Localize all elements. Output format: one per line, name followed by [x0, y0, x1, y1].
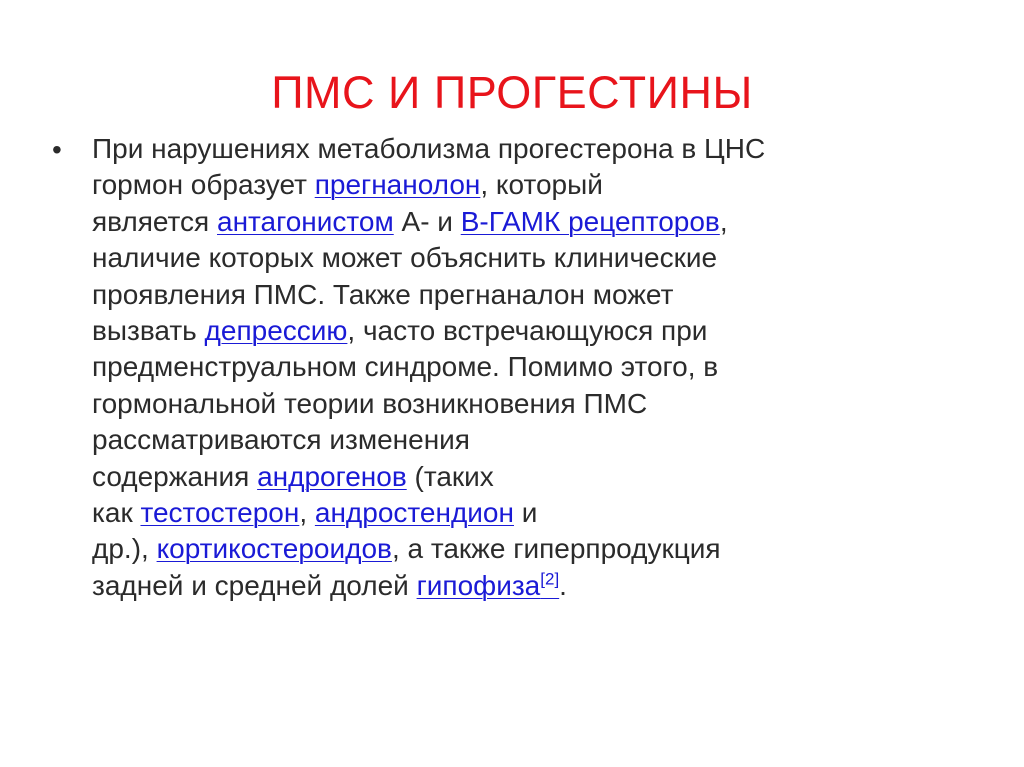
text-line [92, 204, 952, 240]
text-segment: . [559, 569, 567, 601]
term-link[interactable] [140, 497, 299, 528]
term-link[interactable] [315, 169, 481, 200]
text-segment: гормональной теории возникновения ПМС [92, 387, 648, 419]
text-line [92, 422, 952, 458]
link-text: депрессию [204, 315, 348, 347]
text-line [92, 459, 952, 495]
text-segment: гормон образует [92, 169, 315, 201]
text-line [92, 386, 952, 422]
link-text: гипофиза [416, 569, 541, 601]
text-line [92, 131, 952, 167]
text-segment: задней и средней долей [92, 569, 417, 601]
text-segment: , [299, 497, 315, 529]
term-link[interactable] [315, 497, 514, 528]
slide-title: ПМС И ПРОГЕСТИНЫ [271, 67, 753, 118]
text-segment: (таких [406, 460, 494, 492]
text-line [92, 531, 952, 567]
text-segment: как [92, 497, 141, 529]
link-text: кортикостероидов [156, 533, 392, 565]
text-line [92, 568, 952, 604]
text-line [92, 495, 952, 531]
text-segment: , который [480, 169, 603, 201]
link-text: андростендион [314, 497, 514, 529]
text-line [92, 277, 952, 313]
text-segment: , часто встречающуюся при [347, 315, 708, 347]
text-line [92, 313, 952, 349]
term-link[interactable] [461, 206, 720, 237]
text-segment: содержания [92, 460, 258, 492]
term-link[interactable] [157, 533, 392, 564]
text-segment: , [719, 205, 728, 237]
link-text: антагонистом [217, 205, 394, 237]
text-segment: предменструальном синдроме. Помимо этого, в [92, 351, 719, 383]
link-text: андрогенов [257, 460, 407, 492]
text-segment: и [513, 497, 538, 529]
bullet-text [92, 131, 952, 604]
link-text: В-ГАМК рецепторов [460, 205, 720, 237]
text-segment: При нарушениях метаболизма прогестерона в ЦНС [92, 133, 766, 164]
link-text: прегнанолон [314, 169, 481, 201]
term-link[interactable] [417, 570, 560, 601]
text-segment: др.), [92, 533, 157, 565]
link-text: тестостерон [140, 497, 300, 529]
text-segment: рассматриваются изменения [92, 424, 470, 456]
text-segment: вызвать [92, 315, 205, 347]
text-segment: А- и [393, 205, 461, 237]
reference-marker: [2] [540, 569, 560, 589]
term-link[interactable] [257, 461, 407, 492]
bullet-icon: • [52, 134, 62, 165]
text-segment: проявления ПМС. Также прегнаналон может [92, 278, 674, 310]
term-link[interactable] [217, 206, 394, 237]
term-link[interactable] [205, 315, 348, 346]
text-line [92, 167, 952, 203]
text-line [92, 240, 952, 276]
text-segment: , а также гиперпродукция [391, 533, 721, 565]
text-segment: является [92, 205, 217, 237]
text-line [92, 349, 952, 385]
text-segment: наличие которых может объяснить клинические [92, 242, 718, 274]
